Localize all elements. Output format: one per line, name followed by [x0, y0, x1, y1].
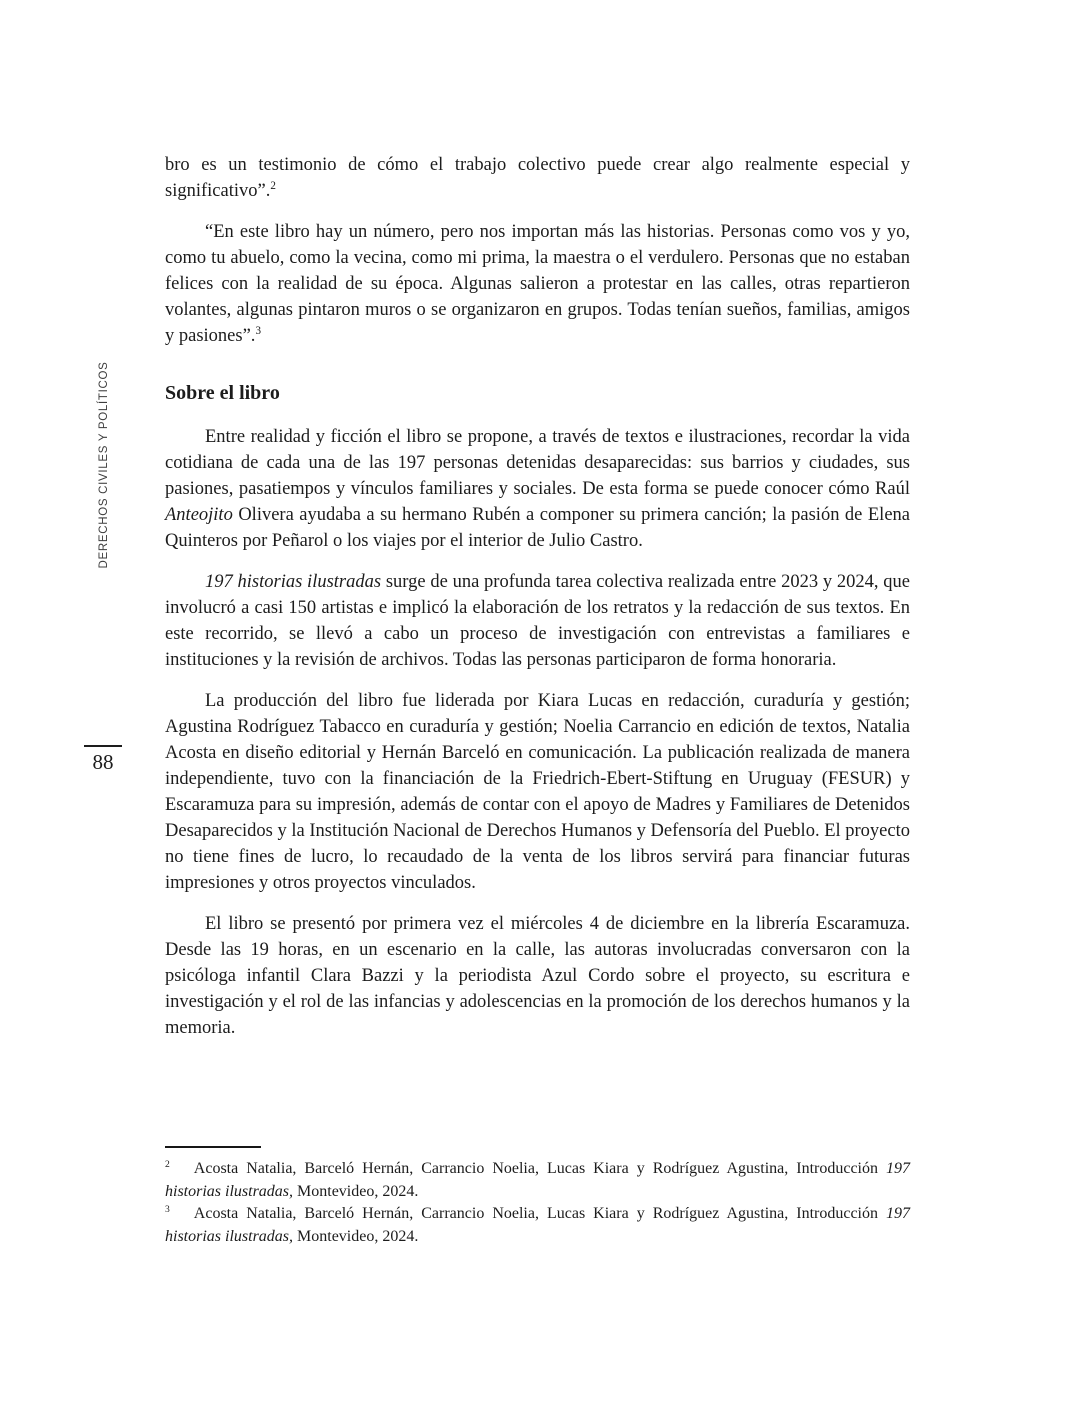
body-paragraph	[165, 219, 910, 349]
text-run: La producción del libro fue liderada por Kiara Lucas en redacción, curaduría y gestión; Agustina Rodríguez Tabacco en curaduría y gestión; Noelia Carrancio en edición de textos, Natalia Acosta en diseño editorial y Hernán Barceló en comunicación. La publicación realizada de manera independiente, tuvo con la financiación de la Friedrich-Ebert-Stiftung en Uruguay (FESUR) y Escaramuza para su impresión, además de contar con el apoyo de Madres y Familiares de Detenidos Desaparecidos y la Institución Nacional de Derechos Humanos y Defensoría del Pueblo. El proyecto no tiene fines de lucro, lo recaudado de la venta de los libros servirá para financiar futuras impresiones y otros proyectos vinculados.	[165, 691, 910, 893]
footnote-number: 3	[165, 1203, 170, 1215]
body-paragraph	[165, 569, 910, 673]
footnote-ref: 3	[255, 324, 261, 337]
section-heading: Sobre el libro	[165, 382, 280, 404]
footnote-number: 2	[165, 1158, 170, 1170]
text-run: Acosta Natalia, Barceló Hernán, Carrancio Noelia, Lucas Kiara y Rodríguez Agustina, Introducción	[193, 1160, 886, 1177]
text-run: surge de una profunda tarea colectiva realizada entre 2023 y 2024, que involucró a casi 150 artistas e implicó la elaboración de los retratos y la redacción de sus textos. En este recorrido, se llevó a cabo un proceso de investigación con entrevistas a familiares e instituciones y la revisión de archivos. Todas las personas participaron de forma honoraria.	[165, 572, 910, 670]
italic-text: 197 historias ilustradas,	[165, 1205, 910, 1245]
body-paragraph	[165, 688, 910, 896]
article-body	[165, 152, 910, 1056]
footnote-divider	[165, 1146, 261, 1148]
text-run: El libro se presentó por primera vez el miércoles 4 de diciembre en la librería Escaramuza. Desde las 19 horas, en un escenario en la calle, las autoras involucradas conversaron con la psicóloga infantil Clara Bazzi y la periodista Azul Cordo sobre el proyecto, su escritura e investigación y el rol de las infancias y adolescencias en la promoción de los derechos humanos y la memoria.	[165, 914, 910, 1038]
text-run: Olivera ayudaba a su hermano Rubén a componer su primera canción; la pasión de Elena Quinteros por Peñarol o los viajes por el interior de Julio Castro.	[165, 505, 910, 551]
footnotes	[165, 1146, 910, 1248]
footnotes-list	[165, 1158, 910, 1248]
text-run: Montevideo, 2024.	[293, 1227, 419, 1245]
body-paragraph	[165, 911, 910, 1041]
italic-text: Anteojito	[165, 505, 233, 525]
italic-text: 197 historias ilustradas	[205, 572, 382, 592]
footnote	[165, 1158, 910, 1203]
page-number-block	[84, 745, 122, 775]
text-run: “En este libro hay un número, pero nos importan más las historias. Personas como vos y yo, como tu abuelo, como la vecina, como mi prima, la maestra o el verdulero. Personas que no estaban felices con la realidad de su época. Algunas salieron a protestar en las calles, otras repartieron volantes, algunas pintaron muros o se organizaron en grupos. Todas tenían sueños, familias, amigos y pasiones”.	[165, 222, 910, 346]
body-paragraph	[165, 424, 910, 554]
body-paragraph	[165, 152, 910, 204]
text-run: Acosta Natalia, Barceló Hernán, Carrancio Noelia, Lucas Kiara y Rodríguez Agustina, Introducción	[193, 1205, 886, 1222]
text-run: Montevideo, 2024.	[293, 1182, 419, 1200]
italic-text: 197 historias ilustradas,	[165, 1160, 910, 1200]
section-sidebar-label: DERECHOS CIVILES Y POLÍTICOS	[98, 361, 110, 569]
text-run: bro es un testimonio de cómo el trabajo colectivo puede crear algo realmente especial y significativo”.	[165, 155, 910, 201]
footnote	[165, 1203, 910, 1248]
text-run: Entre realidad y ficción el libro se propone, a través de textos e ilustraciones, recordar la vida cotidiana de cada una de las 197 personas detenidas desaparecidas: sus barrios y ciudades, sus pasiones, pasatiempos y vínculos familiares y sociales. De esta forma se puede conocer cómo Raúl	[165, 427, 910, 499]
page-number: 88	[92, 750, 114, 774]
footnote-ref: 2	[270, 179, 276, 192]
